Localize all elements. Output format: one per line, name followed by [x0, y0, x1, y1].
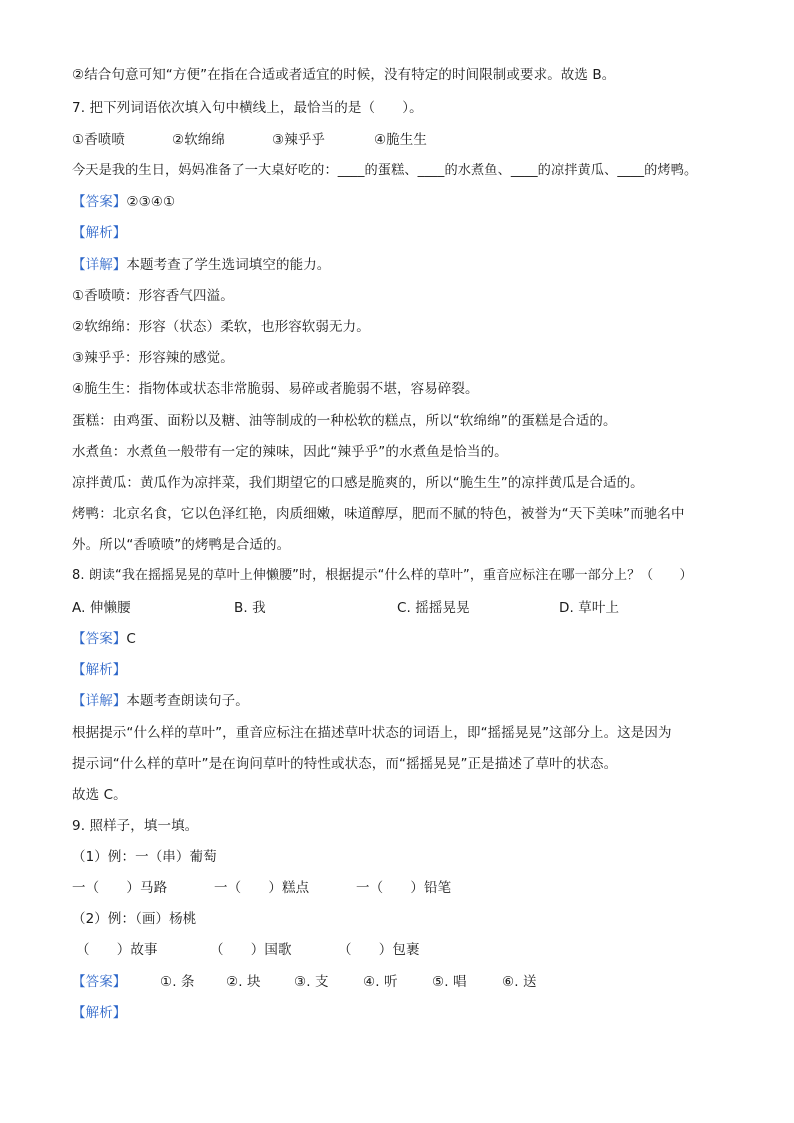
answer-7 [72, 193, 175, 211]
blank-5: （ ）国歌 [210, 942, 292, 958]
detail-8 [72, 692, 249, 710]
answer-item-4: ④. 听 [363, 974, 398, 990]
text-line: 烤鸭：北京名食，它以色泽红艳，肉质细嫩，味道醇厚，肥而不腻的特色，被誉为“天下美味”而驰名中 [72, 506, 685, 522]
option-4: ④脆生生 [374, 132, 428, 148]
answer-item-5: ⑤. 唱 [432, 974, 467, 990]
text-line: ②软绵绵：形容（状态）柔软，也形容软弱无力。 [72, 319, 370, 335]
text-line: ④脆生生：指物体或状态非常脆弱、易碎或者脆弱不堪，容易碎裂。 [72, 381, 479, 397]
answer-value: ②③④① [126, 194, 176, 210]
question-8-stem: 8. 朗读“我在摇摇晃晃的草叶上伸懒腰”时，根据提示“什么样的草叶”，重音应标注在哪一部分上？（ ） [72, 568, 693, 583]
detail-tag: 【详解】 [72, 693, 127, 709]
answer-item-6: ⑥. 送 [502, 974, 537, 990]
text-line: 外。所以“香喷喷”的烤鸭是合适的。 [72, 537, 291, 553]
detail-7 [72, 256, 330, 274]
analysis-tag: 【解析】 [72, 1005, 127, 1021]
question-7-stem: 7. 把下列词语依次填入句中横线上，最恰当的是（ ）。 [72, 100, 423, 116]
blank-1: 一（ ）马路 [72, 880, 168, 896]
option-2: ②软绵绵 [172, 132, 226, 148]
text-line: ②结合句意可知“方便”在指在合适或者适宜的时候，没有特定的时间限制或要求。故选 B。 [72, 67, 616, 83]
text-line: 水煮鱼：水煮鱼一般带有一定的辣味，因此“辣乎乎”的水煮鱼是恰当的。 [72, 444, 508, 460]
option-1: ①香喷喷 [72, 132, 126, 148]
analysis-tag: 【解析】 [72, 225, 127, 241]
option-a: A. 伸懒腰 [72, 600, 131, 616]
blank-4: （ ）故事 [76, 942, 158, 958]
option-d: D. 草叶上 [559, 600, 620, 616]
blank-2: 一（ ）糕点 [214, 880, 310, 896]
analysis-tag: 【解析】 [72, 662, 127, 678]
option-b: B. 我 [234, 600, 266, 616]
option-3: ③辣乎乎 [272, 132, 326, 148]
answer-8 [72, 630, 136, 648]
answer-tag: 【答案】 [72, 194, 127, 210]
example-1: （1）例：一（串）葡萄 [72, 849, 217, 865]
blank-6: （ ）包裹 [338, 942, 420, 958]
answer-value: C [126, 631, 136, 647]
answer-item-2: ②. 块 [226, 974, 261, 990]
answer-item-1: ①. 条 [160, 974, 195, 990]
answer-item-3: ③. 支 [294, 974, 329, 990]
answer-tag: 【答案】 [72, 974, 127, 990]
detail-text: 本题考查朗读句子。 [126, 693, 249, 709]
detail-tag: 【详解】 [72, 257, 127, 273]
answer-tag: 【答案】 [72, 631, 127, 647]
option-c: C. 摇摇晃晃 [397, 600, 470, 616]
question-7-sentence: 今天是我的生日，妈妈准备了一大桌好吃的：____的蛋糕、____的水煮鱼、____的凉拌黄瓜、____的烤鸭。 [72, 163, 698, 178]
text-line: 故选 C。 [72, 787, 127, 803]
text-line: 凉拌黄瓜：黄瓜作为凉拌菜，我们期望它的口感是脆爽的，所以“脆生生”的凉拌黄瓜是合适的。 [72, 475, 644, 491]
text-line: 提示词“什么样的草叶”是在询问草叶的特性或状态，而“摇摇晃晃”正是描述了草叶的状态。 [72, 756, 618, 772]
detail-text: 本题考查了学生选词填空的能力。 [126, 257, 331, 273]
example-2: （2）例：（画）杨桃 [72, 911, 197, 927]
text-line: 蛋糕：由鸡蛋、面粉以及糖、油等制成的一种松软的糕点，所以“软绵绵”的蛋糕是合适的。 [72, 413, 617, 429]
text-line: 根据提示“什么样的草叶”，重音应标注在描述草叶状态的词语上，即“摇摇晃晃”这部分上。这是因为 [72, 725, 672, 741]
blank-3: 一（ ）铅笔 [356, 880, 452, 896]
answer-9 [72, 973, 537, 991]
text-line: ①香喷喷：形容香气四溢。 [72, 288, 234, 304]
question-9-stem: 9. 照样子，填一填。 [72, 818, 199, 834]
text-line: ③辣乎乎：形容辣的感觉。 [72, 350, 234, 366]
